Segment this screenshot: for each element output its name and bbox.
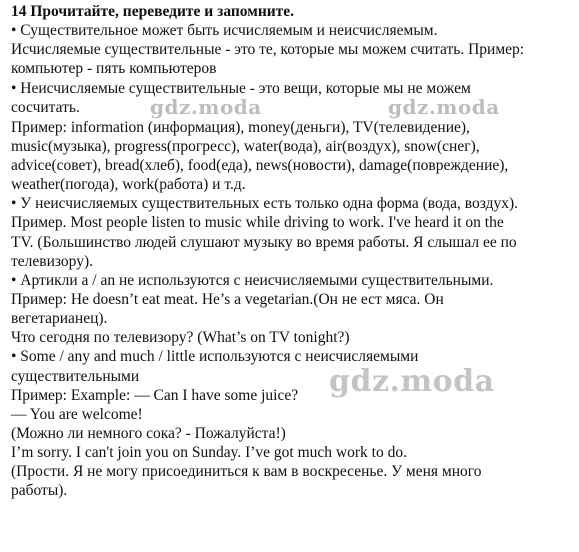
text-line: компьютер - пять компьютеров (11, 60, 217, 77)
text-line: advice(совет), bread(хлеб), food(еда), news(новости), damage(повреждение), (11, 157, 509, 174)
text-line: • Неисчисляемые существительные - это вещи, которые мы не можем (11, 80, 471, 97)
text-line: • У неисчисляемых существительных есть только одна форма (вода, воздух). (11, 195, 519, 212)
watermark: gdz.moda (150, 95, 262, 119)
text-line: — You are welcome! (11, 406, 143, 423)
text-line: weather(погода), work(работа) и т.д. (11, 176, 246, 193)
text-line: Пример. Most people listen to music while driving to work. I've heard it on the (11, 214, 504, 231)
text-line: Исчисляемые существительные - это те, которые мы можем считать. Пример: (11, 41, 525, 58)
text-line: сосчитать. (11, 99, 80, 116)
text-line: работы). (11, 482, 68, 499)
text-line: music(музыка), progress(прогресс), water(вода), air(воздух), snow(снег), (11, 138, 480, 155)
text-line: • Артикли а / an не используются с неисчисляемыми существительными. (11, 272, 494, 289)
text-line: (Прости. Я не могу присоединиться к вам в воскресенье. У меня много (11, 463, 482, 480)
text-line: Пример: He doesn’t eat meat. He’s a vegetarian.(Он не ест мяса. Он (11, 291, 444, 308)
text-line: • Some / any and much / little используются с неисчисляемыми (11, 348, 419, 365)
exercise-title: 14 Прочитайте, переведите и запомните. (11, 3, 295, 20)
text-line: вегетарианец). (11, 310, 108, 327)
text-line: (Можно ли немного сока? - Пожалуйста!) (11, 425, 286, 442)
text-line: Пример: Example: — Can I have some juice? (11, 387, 299, 404)
text-line: TV. (Большинство людей слушают музыку во время работы. Я слышал ее по (11, 234, 517, 251)
text-line: телевизору). (11, 253, 93, 270)
watermark: gdz.moda (388, 95, 500, 119)
text-line: Что сегодня по телевизору? (What’s on TV tonight?) (11, 329, 350, 346)
text-line: • Существительное может быть исчисляемым и неисчисляемым. (11, 22, 438, 39)
text-line: Пример: information (информация), money(деньги), TV(телевидение), (11, 119, 470, 136)
watermark: gdz.moda (329, 364, 495, 399)
text-line: существительными (11, 368, 140, 385)
text-line: I’m sorry. I can't join you on Sunday. I’ve got much work to do. (11, 444, 407, 461)
